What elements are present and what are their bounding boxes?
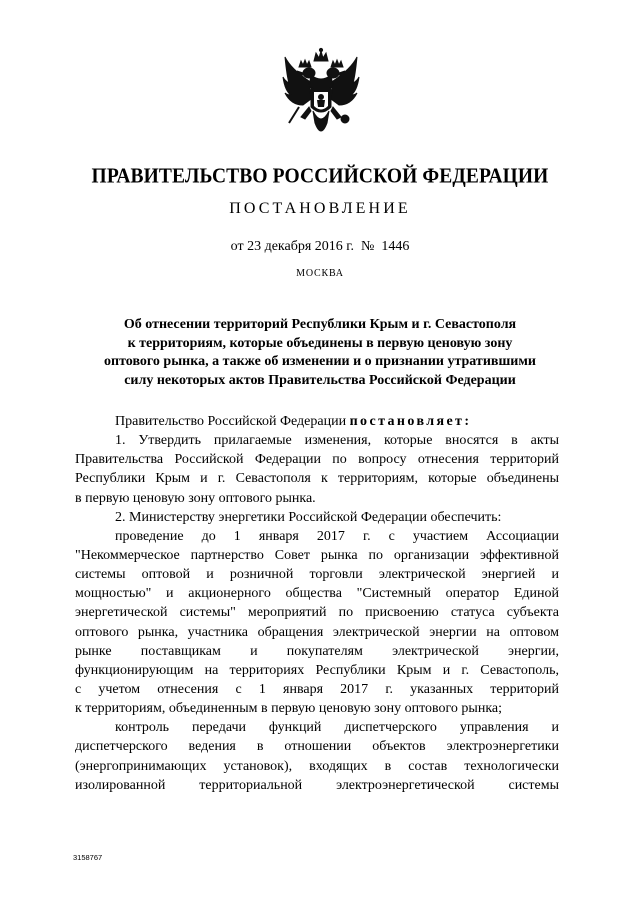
intro-decree-word: постановляет: <box>349 414 472 429</box>
body-line: Правительства Российской Федерации по вопросу отнесения территорий <box>75 452 559 468</box>
body-line: оптового рынка, участника обращения электрической энергии на оптовом <box>75 624 559 640</box>
subject-line: к территориям, которые объединены в первую ценовую зону <box>127 335 513 351</box>
body-line: с учетом отнесения с 1 января 2017 г. указанных территорий <box>75 681 559 697</box>
body-line: в первую ценовую зону оптового рынка. <box>75 490 316 506</box>
body-line: функционирующим на территориях Республики Крым и г. Севастополь, <box>75 662 559 678</box>
body-line: контроль передачи функций диспетчерского управления и <box>115 720 559 736</box>
document-type: ПОСТАНОВЛЕНИЕ <box>229 200 411 217</box>
subject-line: силу некоторых актов Правительства Российской Федерации <box>124 372 516 388</box>
government-title: ПРАВИТЕЛЬСТВО РОССИЙСКОЙ ФЕДЕРАЦИИ <box>91 165 549 188</box>
subject-line: Об отнесении территорий Республики Крым и г. Севастополя <box>123 317 517 332</box>
body-line: энергетической системы" мероприятий по присвоению статуса субъекта <box>75 605 559 621</box>
body-line: диспетчерского ведения в отношении объектов электроэнергетики <box>75 739 559 755</box>
coat-of-arms-icon <box>281 47 361 142</box>
subject-line: оптового рынка, а также об изменении и о признании утратившими <box>104 354 536 369</box>
body-intro <box>75 412 559 431</box>
body-line: мощностью" и акционерного общества "Системный оператор Единой <box>75 586 559 602</box>
document-date-number: от 23 декабря 2016 г. № 1446 <box>230 239 410 254</box>
document-body <box>75 412 559 795</box>
body-line: 2. Министерству энергетики Российской Федерации обеспечить: <box>115 509 502 525</box>
body-line: 1. Утвердить прилагаемые изменения, которые вносятся в акты <box>115 433 559 449</box>
body-line: проведение до 1 января 2017 г. с участием Ассоциации <box>115 528 559 544</box>
document-city: МОСКВА <box>296 268 344 279</box>
body-line: Республики Крым и г. Севастополя к территориям, которые объединены <box>75 471 559 487</box>
document-subject <box>60 316 580 390</box>
body-line: "Некоммерческое партнерство Совет рынка по организации эффективной <box>75 547 559 563</box>
body-line: рынке поставщикам и покупателям электрической энергии, <box>75 643 559 659</box>
intro-text: Правительство Российской Федерации <box>115 414 347 429</box>
body-line: (энергопринимающих установок), входящих в состав технологически <box>75 758 559 774</box>
body-line: изолированной территориальной электроэнергетической системы <box>75 777 559 793</box>
footer-document-code: 3158767 <box>73 853 103 862</box>
body-line: к территориям, объединенным в первую ценовую зону оптового рынка; <box>75 701 503 717</box>
body-line: системы оптовой и розничной торговли электрической энергией и <box>75 567 559 583</box>
